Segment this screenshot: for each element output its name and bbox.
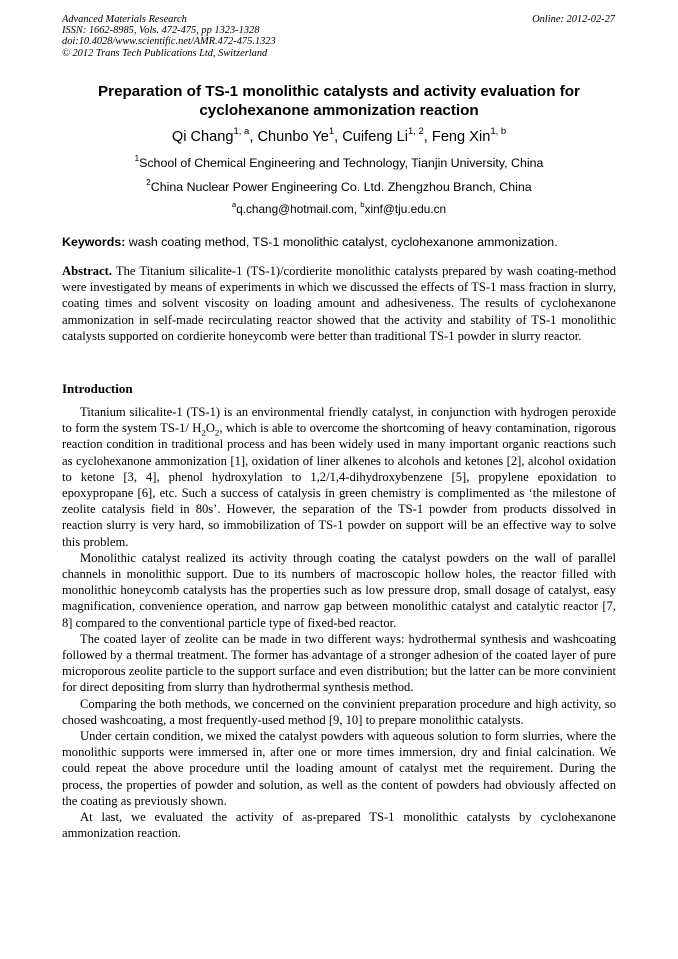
affiliation-1 bbox=[62, 156, 616, 171]
journal-header bbox=[62, 14, 276, 59]
subscript: 2 bbox=[214, 427, 220, 438]
email-address[interactable]: q.chang@hotmail.com, bbox=[236, 202, 361, 216]
online-date: Online: 2012-02-27 bbox=[532, 14, 615, 25]
intro-paragraph-6: At last, we evaluated the activity of as-prepared TS-1 monolithic catalysts by cyclohexanone ammonization reaction. bbox=[62, 810, 616, 841]
keywords-text: wash coating method, TS-1 monolithic catalyst, cyclohexanone ammonization. bbox=[125, 235, 558, 249]
title-line-1: Preparation of TS-1 monolithic catalysts and activity evaluation for bbox=[98, 83, 580, 100]
paragraph-text: Titanium silicalite-1 (TS-1) is an environmental friendly catalyst, in conjunction with hydrogen peroxide to form the system TS-1/ H bbox=[62, 405, 616, 436]
affiliation-mark: 1 bbox=[134, 154, 140, 164]
issn-line: ISSN: 1662-8985, Vols. 472-475, pp 1323-1328 bbox=[62, 25, 260, 37]
intro-paragraph-4: Comparing the both methods, we concerned on the convinient preparation procedure and high activity, so chosed washcoating, a most frequently-used method [9, 10] to prepare monolithic catalysts. bbox=[62, 696, 616, 727]
subscript: 2 bbox=[201, 427, 206, 438]
doi-line: doi:10.4028/www.scientific.net/AMR.472-475.1323 bbox=[62, 36, 276, 48]
intro-paragraph-2: Monolithic catalyst realized its activity through coating the catalyst powders on the wall of parallel channels in monolithic support. Due to its numbers of macroscopic hollow holes, the reactor filled with monolithic honeycomb catalysts has the properties such as low pressure drop, small dosage of catalyst, easy magnification, convenience operation, and narrow gap between monolithic catalyst and catalytic reactor [7, 8] compared to the conventional particle type of fixed-bed reactor. bbox=[62, 550, 616, 630]
affiliation-mark: 2 bbox=[146, 178, 151, 188]
paragraph-text: O bbox=[205, 421, 215, 436]
journal-name: Advanced Materials Research bbox=[62, 14, 187, 25]
author-name: Cuifeng Li bbox=[342, 129, 408, 145]
abstract-paragraph bbox=[62, 263, 616, 344]
paragraph-text: , which is able to overcome the shortcoming of heavy contamination, rigorous reaction condition in traditional process and has been widely used in many important organic reactions such as cyclohexanone ammonization [1], oxidation of liner alkenes to alcohols and ketones [2], alcohol oxidation to ketone [3, 4], phenol hydroxylation to 1,2/1,4-dihydroxybenzene [5], propylene epoxidation to epoxypropane [6], etc. Such a success of catalysis in green chemistry is complimented as ‘the milestone of zeolite catalysis field in 80s’. However, the separation of the TS-1 powder from products dissolved in reaction slurry is very hard, so immobilization of TS-1 powder on support will be an effective way to solve this problem. bbox=[62, 421, 616, 549]
intro-paragraph-1 bbox=[62, 404, 616, 550]
author-affiliation-mark: 1 bbox=[328, 126, 335, 138]
section-heading-introduction: Introduction bbox=[62, 381, 133, 396]
author-affiliation-mark: 1, 2 bbox=[407, 126, 424, 138]
title-line-2: cyclohexanone ammonization reaction bbox=[199, 102, 479, 119]
author-affiliation-mark: 1, b bbox=[490, 126, 507, 138]
keywords-line bbox=[62, 235, 616, 250]
abstract-text: The Titanium silicalite-1 (TS-1)/cordierite monolithic catalysts prepared by wash coating-method were investigated by means of experiments in which we discussed the effects of TS-1 mass fraction in slurry, coating times and solvent viscosity on loading amount and adhesiveness. The results of cyclohexanone ammonization in self-made recirculating reactor showed that the activity and stability of TS-1 monolithic catalysts supported on cordierite honeycomb were better than traditional TS-1 powder in slurry reactor. bbox=[62, 264, 616, 343]
copyright-line: © 2012 Trans Tech Publications Ltd, Switzerland bbox=[62, 47, 268, 59]
author-affiliation-mark: 1, a bbox=[233, 126, 250, 138]
email-mark: a bbox=[231, 200, 237, 210]
author-name: Chunbo Ye bbox=[257, 129, 329, 145]
author-separator: , bbox=[423, 129, 432, 145]
email-address[interactable]: xinf@tju.edu.cn bbox=[364, 202, 447, 216]
affiliation-text: China Nuclear Power Engineering Co. Ltd. Zhengzhou Branch, China bbox=[150, 180, 532, 194]
author-separator: , bbox=[249, 129, 258, 145]
intro-paragraph-3: The coated layer of zeolite can be made in two different ways: hydrothermal synthesis and washcoating followed by a thermal treatment. The former has advantage of a stronger adhesion of the coated layer of pure microporous zeolite particle to the support surface and even distribution; but the latter can be more convinient for direct depositing from slurry than hydrothermal synthesis method. bbox=[62, 631, 616, 695]
author-list bbox=[62, 128, 616, 146]
author-name: Feng Xin bbox=[431, 129, 491, 145]
author-separator: , bbox=[334, 129, 343, 145]
affiliation-2 bbox=[62, 180, 616, 195]
affiliation-text: School of Chemical Engineering and Technology, Tianjin University, China bbox=[139, 156, 544, 170]
intro-paragraph-5: Under certain condition, we mixed the catalyst powders with aqueous solution to form slurries, where the monolithic supports were immersed in, after one or more times immersion, dry and finial calcination. We could repeat the above procedure until the loading amount of catalyst met the requirement. During the process, the properties of powder and solution, as well as the content of powders had obviously affected on the coating as previously shown. bbox=[62, 729, 616, 808]
author-name: Qi Chang bbox=[171, 129, 234, 145]
introduction-body bbox=[62, 404, 616, 841]
abstract-label: Abstract. bbox=[62, 264, 113, 278]
email-mark: b bbox=[360, 200, 365, 210]
keywords-label: Keywords: bbox=[62, 235, 126, 249]
email-line bbox=[62, 202, 616, 217]
paper-title bbox=[62, 82, 616, 120]
